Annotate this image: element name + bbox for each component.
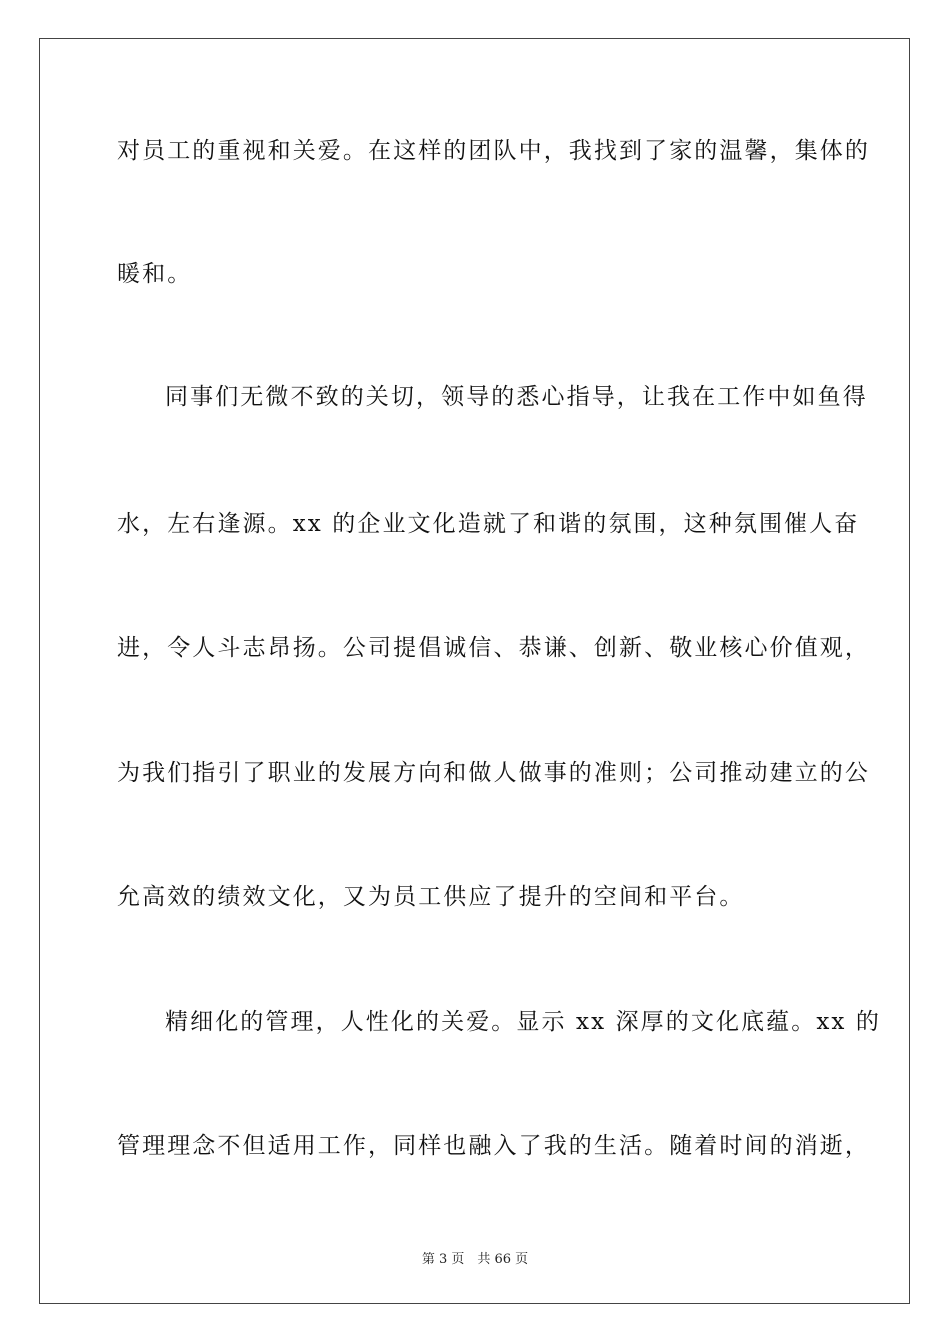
paragraph-start-line: 同事们无微不致的关切，领导的悉心指导，让我在工作中如鱼得 [165, 384, 868, 410]
body-text-line: 为我们指引了职业的发展方向和做人做事的准则；公司推动建立的公 [117, 760, 870, 786]
page-number-footer: 第 3 页 共 66 页 [421, 1252, 529, 1267]
paragraph-start-line: 精细化的管理，人性化的关爱。显示 xx 深厚的文化底蕴。xx 的 [165, 1009, 882, 1035]
body-text-line: 水，左右逢源。xx 的企业文化造就了和谐的氛围，这种氛围催人奋 [117, 511, 860, 537]
body-text-line: 允高效的绩效文化，又为员工供应了提升的空间和平台。 [117, 884, 745, 910]
body-text-line: 暖和。 [117, 261, 193, 287]
body-text-line: 进，令人斗志昂扬。公司提倡诚信、恭谦、创新、敬业核心价值观， [117, 635, 870, 661]
body-text-line: 管理理念不但适用工作，同样也融入了我的生活。随着时间的消逝， [117, 1133, 870, 1159]
page-border [39, 38, 910, 1304]
body-text-line: 对员工的重视和关爱。在这样的团队中，我找到了家的温馨，集体的 [117, 138, 870, 164]
